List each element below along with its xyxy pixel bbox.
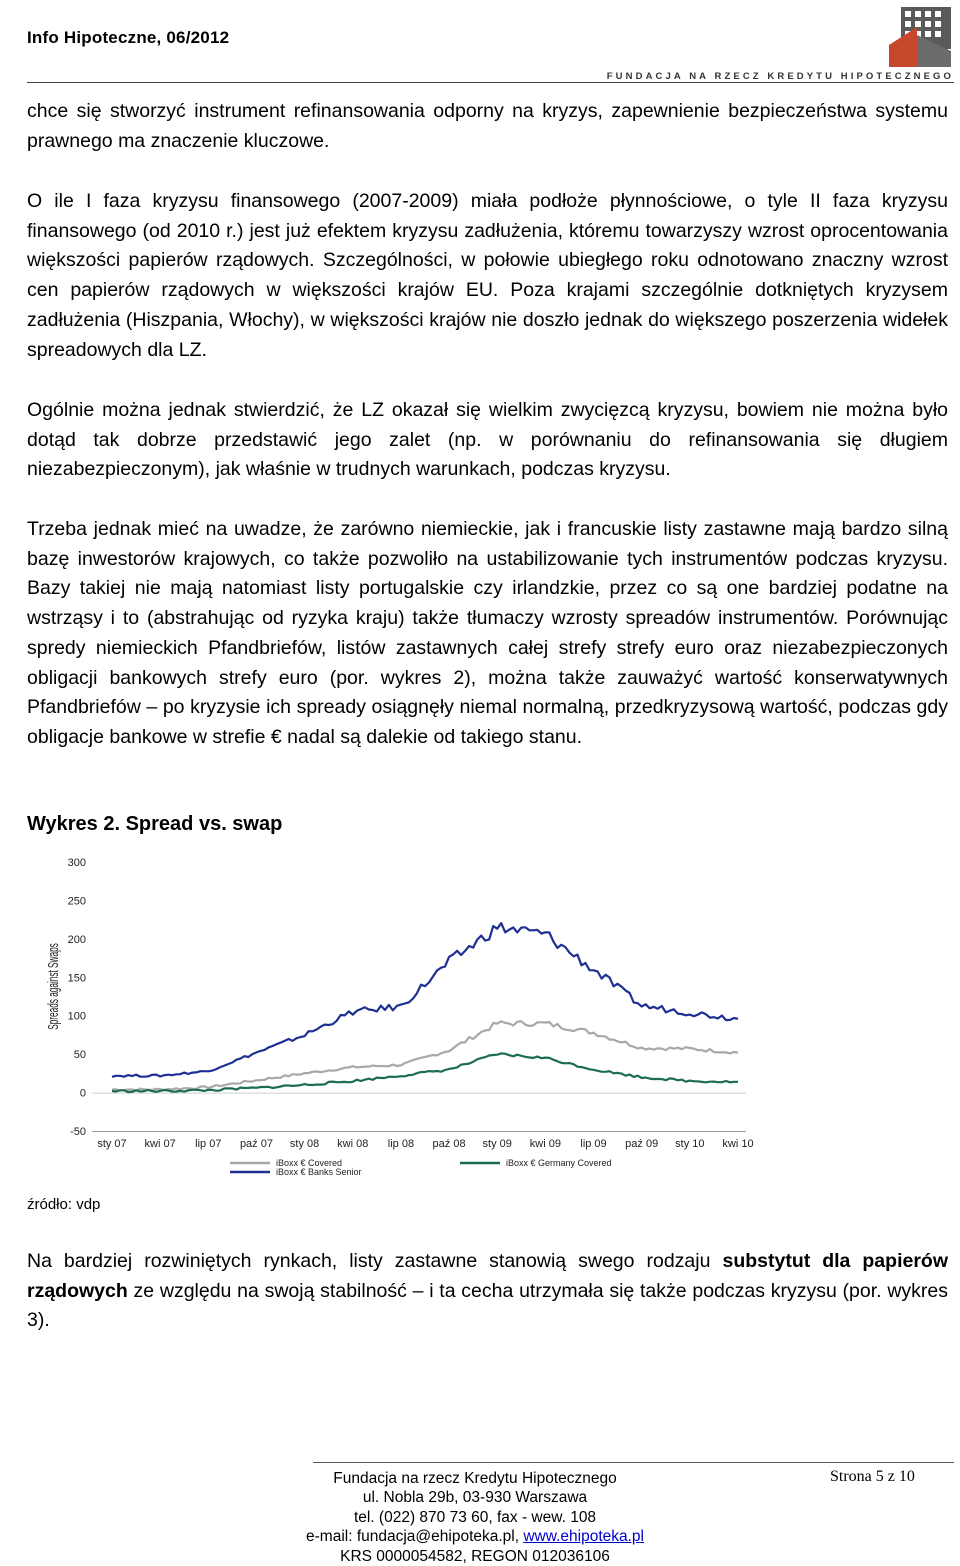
paragraph-2-part-b: Szczególności, w połowie ubiegłego roku odnotowano znaczny wzrost cen papierów rządowych w większości krajów EU. Poza krajami szczególnie dotkniętych kryzysem zadłużenia (Hiszpania, Włochy), w większości krajów nie doszło jednak do większego poszerzenia widełek spreadowych dla LZ. <box>27 249 949 361</box>
x-tick-label: lip 07 <box>195 1138 222 1150</box>
series-line <box>112 923 738 1077</box>
x-tick-label: lip 09 <box>580 1138 607 1150</box>
x-tick-label: kwi 08 <box>337 1138 369 1150</box>
x-tick-label: kwi 07 <box>144 1138 176 1150</box>
paragraph-5-bold: substytut dla papierów rządowych <box>27 1250 948 1302</box>
paragraph-4: Trzeba jednak mieć na uwadze, że zarówno niemieckie, jak i francuskie listy zastawne mają bardzo silną bazę inwestorów krajowych, co także pozwoliło na ustabilizowanie tych instrumentów podczas kryzysu. Bazy takiej nie mają natomiast listy portugalskie czy irlandzkie, przez co są one bardziej podatne na wstrząsy i to (abstrahując od ryzyka kraju) także tłumaczy wzrosty spreadów instrumentów. Porównując spredy niemieckich Pfandbriefów, listów zastawnych całej strefy strefy euro oraz niezabezpieczonych obligacji bankowych strefy euro (por. wykres 2), można także zauważyć wartość konserwatywnych Pfandbriefów – po kryzysie ich spready osiągnęły niemal normalną, przedkryzysową wartość, podczas gdy obligacje bankowe w strefie € nadal są dalekie od takiego stanu. <box>27 518 948 748</box>
page-number: Strona 5 z 10 <box>830 1468 915 1485</box>
foundation-name: FUNDACJA NA RZECZ KREDYTU HIPOTECZNEGO <box>606 71 954 82</box>
x-tick-label: sty 10 <box>675 1138 705 1150</box>
footer-contact <box>230 1527 720 1546</box>
footer-org: Fundacja na rzecz Kredytu Hipotecznego <box>333 1470 617 1487</box>
footer-phone: tel. (022) 870 73 60, fax - wew. 108 <box>353 1508 597 1526</box>
x-tick-label: kwi 10 <box>722 1138 754 1150</box>
y-tick-label: -50 <box>70 1126 86 1138</box>
y-tick-label: 250 <box>67 895 86 908</box>
x-tick-label: paź 09 <box>625 1138 659 1150</box>
x-tick-label: lip 08 <box>387 1138 415 1150</box>
legend-label: iBoxx € Germany Covered <box>506 1158 612 1168</box>
page-header-title: Info Hipoteczne, 06/2012 <box>27 28 230 47</box>
footer-divider <box>313 1462 954 1463</box>
chart-source: źródło: vdp <box>27 1196 101 1213</box>
y-axis-label: Spreads against Swaps <box>44 943 62 1030</box>
footer-street: ul. Nobla 29b, 03-930 Warszawa <box>362 1489 588 1507</box>
spread-vs-swap-chart <box>40 850 760 1185</box>
x-tick-label: paź 07 <box>239 1138 273 1150</box>
footer-email: e-mail: fundacja@ehipoteka.pl, <box>306 1528 524 1546</box>
header-divider <box>27 82 954 83</box>
y-tick-label: 50 <box>73 1049 86 1062</box>
series-line <box>112 1021 738 1090</box>
x-tick-label: sty 08 <box>289 1138 320 1150</box>
chart-heading: Wykres 2. Spread vs. swap <box>27 813 283 835</box>
x-tick-label: sty 09 <box>482 1138 512 1150</box>
y-tick-label: 150 <box>67 972 86 985</box>
y-tick-label: 200 <box>67 933 86 946</box>
footer-address <box>230 1469 720 1566</box>
y-tick-label: 100 <box>67 1010 86 1023</box>
foundation-logo <box>887 5 953 69</box>
x-tick-label: paź 08 <box>432 1138 466 1150</box>
footer-website-link[interactable]: www.ehipoteka.pl <box>523 1528 644 1546</box>
x-tick-label: sty 07 <box>97 1138 127 1150</box>
paragraph-1: chce się stworzyć instrument refinansowania odporny na kryzys, zapewnienie bezpieczeństwa systemu prawnego ma znaczenie kluczowe. <box>27 100 948 152</box>
paragraph-2 <box>27 187 948 365</box>
y-tick-label: 0 <box>79 1087 86 1100</box>
legend-label: iBoxx € Banks Senior <box>276 1167 362 1177</box>
paragraph-5 <box>27 1247 948 1336</box>
footer-krs: KRS 0000054582, REGON 012036106 <box>340 1547 610 1565</box>
paragraph-5-part-a: Na bardziej rozwiniętych rynkach, listy zastawne stanowią swego rodzaju <box>27 1250 723 1272</box>
paragraph-2-part-a: O ile I faza kryzysu finansowego (2007-2009) miała podłoże płynnościowe, o tyle II faza kryzysu finansowego (od 2010 r.) jest już efektem kryzysu zadłużenia, któremu towarzyszy wzrost oprocentowania większości papierów rządowych. <box>27 190 948 272</box>
paragraph-5-part-b: ze względu na swoją stabilność – i ta cecha utrzymała się także podczas kryzysu (por. wykres 3). <box>27 1279 948 1332</box>
y-tick-label: 300 <box>67 857 86 869</box>
x-tick-label: kwi 09 <box>529 1138 561 1150</box>
legend-label: iBoxx € Covered <box>276 1158 343 1168</box>
paragraph-3: Ogólnie można jednak stwierdzić, że LZ okazał się wielkim zwycięzcą kryzysu, bowiem nie można było dotąd tak dobrze przedstawić jego zalet (np. w porównaniu do refinansowania się długiem niezabezpieczonym), jak właśnie w trudnych warunkach, podczas kryzysu. <box>27 399 948 481</box>
